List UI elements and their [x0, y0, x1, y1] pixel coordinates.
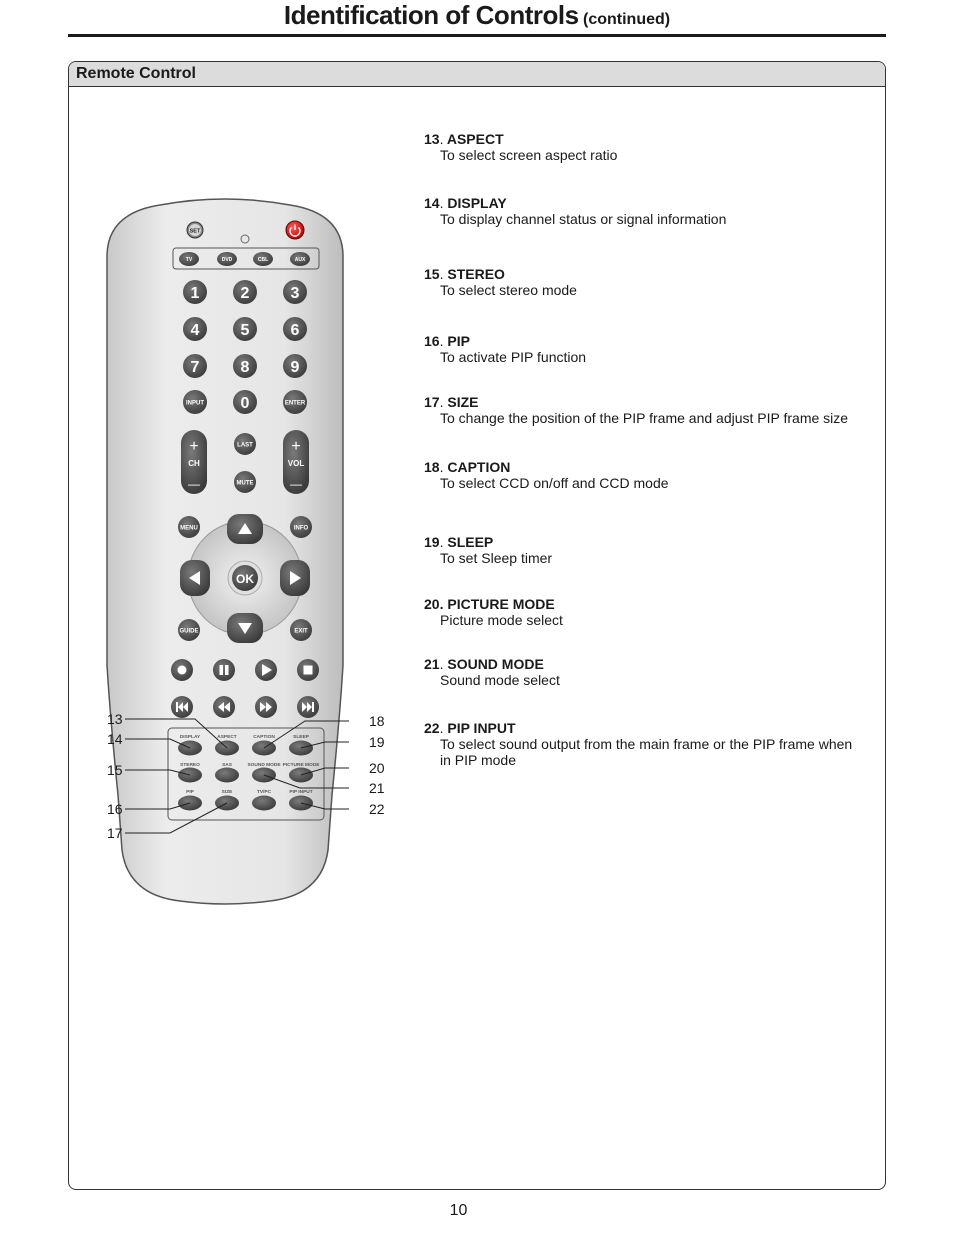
number-button-0 — [233, 390, 257, 414]
item-name: CAPTION — [447, 459, 511, 475]
item-name: SOUND MODE — [447, 656, 544, 672]
item-text: To change the position of the PIP frame and adjust PIP frame size — [440, 410, 849, 426]
item-number: 18 — [424, 459, 440, 475]
svg-text:MENU: MENU — [180, 525, 198, 532]
ok-button — [228, 561, 262, 595]
item-name: SIZE — [447, 394, 479, 410]
svg-text:ASPECT: ASPECT — [217, 735, 237, 740]
title-subtitle: (continued) — [583, 11, 671, 28]
item-separator: . — [439, 195, 444, 211]
svg-text:GUIDE: GUIDE — [179, 628, 199, 635]
item-number: 13 — [424, 131, 440, 147]
svg-text:TV: TV — [185, 257, 193, 263]
svg-text:TV/PC: TV/PC — [256, 790, 272, 795]
description-item — [424, 195, 854, 227]
svg-text:SET: SET — [189, 228, 201, 235]
svg-text:VOL: VOL — [287, 459, 305, 468]
svg-text:5: 5 — [240, 322, 250, 339]
description-item — [424, 131, 854, 163]
mute-button — [234, 471, 256, 493]
svg-text:CAPTION: CAPTION — [253, 735, 275, 740]
item-separator: . — [439, 534, 444, 550]
item-number: 21 — [424, 656, 440, 672]
dvd-button — [217, 252, 237, 266]
set-button — [187, 222, 203, 238]
item-text: Picture mode select — [440, 612, 563, 628]
svg-text:CH: CH — [188, 459, 200, 468]
menu-button — [178, 516, 200, 538]
cbl-button — [253, 252, 273, 266]
description-item — [424, 596, 854, 628]
item-separator: . — [439, 266, 444, 282]
next-button — [297, 696, 319, 718]
svg-text:PIP: PIP — [186, 790, 194, 795]
item-name: PICTURE MODE — [447, 596, 555, 612]
item-number: 20 — [424, 596, 440, 612]
item-separator: . — [439, 656, 444, 672]
svg-text:PIP INPUT: PIP INPUT — [289, 790, 313, 795]
item-number: 15 — [424, 266, 440, 282]
callout-18: 18 — [369, 713, 385, 729]
item-text: To select screen aspect ratio — [440, 147, 618, 163]
stop-button — [297, 659, 319, 681]
exit-button — [290, 619, 312, 641]
svg-text:6: 6 — [290, 322, 300, 339]
svg-text:STEREO: STEREO — [180, 763, 200, 768]
svg-text:DISPLAY: DISPLAY — [179, 735, 201, 740]
aux-button — [290, 252, 310, 266]
svg-text:EXIT: EXIT — [294, 628, 308, 635]
rewind-button — [213, 696, 235, 718]
item-text: To set Sleep timer — [440, 550, 553, 566]
number-button-9 — [283, 354, 307, 378]
number-button-4 — [183, 317, 207, 341]
svg-text:INPUT: INPUT — [186, 400, 204, 407]
svg-text:0: 0 — [240, 395, 250, 412]
page-title — [0, 0, 954, 31]
callout-20: 20 — [369, 760, 385, 776]
svg-text:OK: OK — [236, 572, 254, 586]
item-name: PIP — [447, 333, 470, 349]
number-button-1 — [183, 280, 207, 304]
item-number: 17 — [424, 394, 440, 410]
guide-button — [178, 619, 200, 641]
svg-text:SOUND MODE: SOUND MODE — [247, 763, 281, 768]
svg-text:DVD: DVD — [221, 257, 233, 263]
svg-text:2: 2 — [240, 285, 250, 302]
number-button-6 — [283, 317, 307, 341]
svg-text:7: 7 — [190, 359, 200, 376]
arrow-right-button — [280, 560, 310, 596]
number-button-7 — [183, 354, 207, 378]
callout-15: 15 — [107, 762, 123, 778]
title-main: Identification of Controls — [283, 0, 579, 30]
item-number: 22 — [424, 720, 440, 736]
svg-text:MUTE: MUTE — [236, 480, 254, 487]
callout-17: 17 — [107, 825, 123, 841]
remote-illustration — [100, 195, 350, 915]
callout-14: 14 — [107, 731, 123, 747]
svg-text:CBL: CBL — [257, 257, 269, 263]
number-button-3 — [283, 280, 307, 304]
svg-text:SAS: SAS — [222, 763, 232, 768]
svg-text:+: + — [189, 438, 199, 455]
item-name: STEREO — [447, 266, 505, 282]
svg-text:SLEEP: SLEEP — [293, 735, 309, 740]
svg-text:8: 8 — [240, 359, 250, 376]
callout-21: 21 — [369, 780, 385, 796]
callout-22: 22 — [369, 801, 385, 817]
previous-button — [171, 696, 193, 718]
svg-text:INFO: INFO — [293, 525, 309, 532]
svg-text:AUX: AUX — [294, 257, 306, 263]
arrow-down-button — [227, 613, 263, 643]
arrow-left-button — [180, 560, 210, 596]
title-rule — [68, 34, 886, 37]
svg-text:+: + — [291, 438, 301, 455]
enter-button — [283, 390, 307, 414]
callout-13: 13 — [107, 711, 123, 727]
description-item — [424, 656, 854, 688]
tv-button — [179, 252, 199, 266]
item-name: ASPECT — [446, 131, 504, 147]
number-button-8 — [233, 354, 257, 378]
item-separator: . — [439, 596, 444, 612]
sas-button — [215, 768, 239, 783]
item-number: 16 — [424, 333, 440, 349]
description-item — [424, 720, 854, 768]
item-name: PIP INPUT — [447, 720, 516, 736]
svg-text:SIZE: SIZE — [221, 790, 233, 795]
svg-text:ENTER: ENTER — [284, 400, 306, 407]
description-item — [424, 333, 854, 365]
item-text: To select CCD on/off and CCD mode — [440, 475, 669, 491]
play-button — [255, 659, 277, 681]
item-name: DISPLAY — [447, 195, 507, 211]
last-button — [234, 433, 256, 455]
record-button — [171, 659, 193, 681]
section-header — [69, 62, 885, 87]
description-item — [424, 459, 854, 491]
svg-text:LAST: LAST — [237, 442, 253, 449]
svg-text:9: 9 — [290, 359, 300, 376]
description-item — [424, 534, 854, 566]
input-button — [183, 390, 207, 414]
svg-text:—: — — [290, 477, 302, 491]
fast-forward-button — [255, 696, 277, 718]
item-name: SLEEP — [447, 534, 494, 550]
item-separator: . — [439, 459, 444, 475]
item-separator: . — [439, 720, 444, 736]
item-number: 14 — [424, 195, 440, 211]
svg-text:4: 4 — [190, 322, 200, 339]
arrow-up-button — [227, 514, 263, 544]
item-number: 19 — [424, 534, 440, 550]
svg-text:1: 1 — [190, 285, 200, 302]
svg-text:—: — — [188, 477, 200, 491]
page-number: 10 — [449, 1202, 468, 1219]
number-button-5 — [233, 317, 257, 341]
channel-rocker — [181, 430, 207, 494]
power-button — [286, 221, 304, 239]
item-text: Sound mode select — [440, 672, 560, 688]
item-separator: . — [439, 333, 444, 349]
number-button-2 — [233, 280, 257, 304]
section-title: Remote Control — [76, 65, 196, 82]
item-separator: . — [439, 131, 444, 147]
tvpc-button — [252, 796, 276, 811]
item-text: To select sound output from the main frame or the PIP frame when in PIP mode — [440, 736, 853, 768]
info-button — [290, 516, 312, 538]
callout-19: 19 — [369, 734, 385, 750]
item-text: To activate PIP function — [440, 349, 587, 365]
volume-rocker — [283, 430, 309, 494]
callout-16: 16 — [107, 801, 123, 817]
item-separator: . — [439, 394, 444, 410]
pause-button — [213, 659, 235, 681]
description-item — [424, 394, 854, 426]
item-text: To select stereo mode — [440, 282, 577, 298]
description-item — [424, 266, 854, 298]
svg-text:3: 3 — [290, 285, 300, 302]
svg-text:PICTURE MODE: PICTURE MODE — [282, 763, 320, 768]
item-text: To display channel status or signal information — [440, 211, 727, 227]
